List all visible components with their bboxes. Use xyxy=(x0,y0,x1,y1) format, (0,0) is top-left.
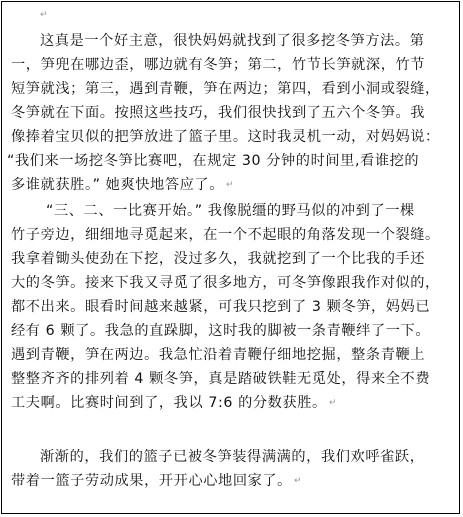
text-line: “三、二、一比赛开始。” 我像脱缰的野马似的冲到了一棵 xyxy=(46,203,415,219)
text-line-last xyxy=(11,470,302,492)
text: 工夫啊。比赛时间到了，我以 7:6 的分数获胜。 xyxy=(11,395,327,411)
paragraph-mark: ↵ xyxy=(226,180,235,190)
text-line-last xyxy=(11,392,337,414)
text-line: 这真是一个好主意，很快妈妈就找到了很多挖冬笋方法。第 xyxy=(40,33,425,49)
text-line: 像捧着宝贝似的把笋放进了篮子里。这时我灵机一动，对妈妈说： xyxy=(11,129,440,145)
document-page xyxy=(1,1,460,514)
text: 多谁就获胜。” 她爽快地答应了。 xyxy=(11,177,224,193)
text-line: 遇到青鞭，笋在两边。我急忙沿着青鞭仔细地挖掘，整条青鞭上 xyxy=(11,347,426,363)
text: 带着一篮子劳动成果，开开心心地回家了。 xyxy=(11,473,292,489)
text-line: 冬笋就在下面。按照这些技巧，我们很快找到了五六个冬笋。我 xyxy=(11,105,426,121)
paragraph-mark: ↵ xyxy=(293,476,303,486)
text-line: 经有 6 颗了。我急的直跺脚，这时我的脚被一条青鞭绊了一下。 xyxy=(11,323,431,339)
text-line: 一，笋兜在哪边歪，哪边就有冬笋；第二，竹节长笋就深，竹节 xyxy=(11,57,426,73)
text-line: 我拿着锄头使劲在下挖，没过多久，我就挖到了一个比我的手还 xyxy=(11,251,426,267)
text-line: 整整齐齐的排列着 4 颗冬笋，真是踏破铁鞋无觅处，得来全不费 xyxy=(11,371,431,387)
text-line: 竹子旁边，细细地寻觅起来，在一个不起眼的角落发现一个裂缝。 xyxy=(11,227,440,243)
text-line: 短笋就浅；第三，遇到青鞭，笋在两边；第四，看到小洞或裂缝， xyxy=(11,81,440,97)
text-line: 渐渐的，我们的篮子已被冬笋装得满满的，我们欢呼雀跃， xyxy=(40,449,425,465)
text-line: 大的冬笋。接来下我又寻觅了很多地方，可冬笋像跟我作对似的， xyxy=(11,275,440,291)
text-line-last xyxy=(11,174,234,196)
top-paragraph-mark: ↵ xyxy=(40,10,48,20)
paragraph-mark: ↵ xyxy=(328,398,337,408)
text-line: 都不出来。眼看时间越来越紧，可我只挖到了 3 颗冬笋，妈妈已 xyxy=(11,299,431,315)
text-line: “我们来一场挖冬笋比赛吧，在规定 30 分钟的时间里,看谁挖的 xyxy=(7,153,420,169)
